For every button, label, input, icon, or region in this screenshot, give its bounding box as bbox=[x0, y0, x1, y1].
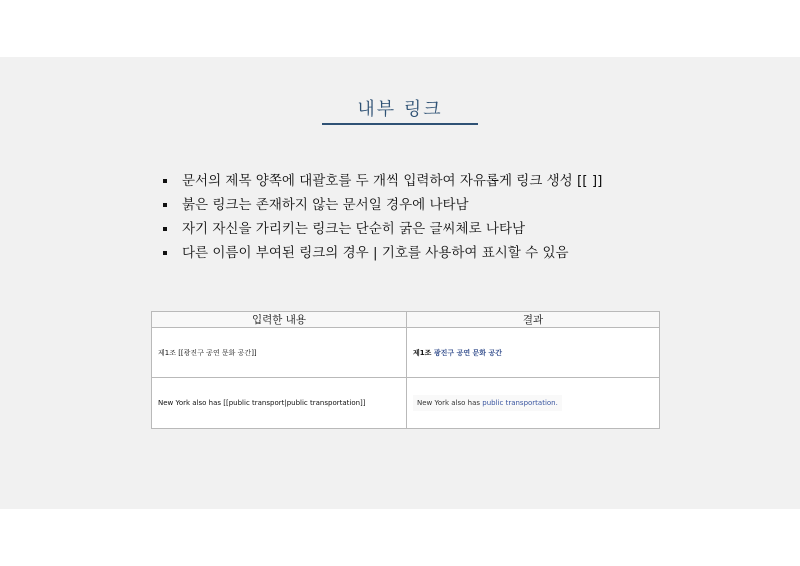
input-cell: New York also has [[public transport|public transportation]] bbox=[152, 378, 407, 429]
bullet-text: 자기 자신을 가리키는 링크는 단순히 굵은 글씨체로 나타남 bbox=[182, 221, 526, 237]
result-plain-text: New York also has bbox=[417, 399, 483, 407]
bullet-text: 문서의 제목 양쪽에 대괄호를 두 개씩 입력하여 자유롭게 링크 생성 [[ ]] bbox=[182, 173, 603, 189]
result-plain-text: 제1조 bbox=[413, 348, 434, 357]
square-bullet-icon bbox=[163, 227, 167, 231]
result-cell bbox=[407, 328, 660, 378]
bullet-item bbox=[162, 217, 602, 241]
square-bullet-icon bbox=[163, 203, 167, 207]
bullet-item bbox=[162, 193, 602, 217]
table-header-row bbox=[152, 312, 660, 328]
title-underline bbox=[322, 123, 478, 125]
bullet-item bbox=[162, 169, 602, 193]
slide-title: 내부 링크 bbox=[357, 99, 443, 120]
header-result: 결과 bbox=[407, 312, 660, 328]
slide bbox=[0, 57, 800, 509]
result-link[interactable]: 광진구 공연 문화 공간 bbox=[433, 348, 503, 357]
square-bullet-icon bbox=[163, 251, 167, 255]
bullet-item bbox=[162, 241, 602, 265]
bullet-list bbox=[162, 169, 602, 265]
bullet-text: 다른 이름이 부여된 링크의 경우 | 기호를 사용하여 표시할 수 있음 bbox=[182, 245, 569, 261]
header-input: 입력한 내용 bbox=[152, 312, 407, 328]
table-row bbox=[152, 378, 660, 429]
result-link[interactable]: public transportation. bbox=[482, 399, 558, 407]
table-row bbox=[152, 328, 660, 378]
result-cell bbox=[407, 378, 660, 429]
result-box bbox=[413, 395, 562, 411]
input-cell: 제1조 [[광진구 공연 문화 공간]] bbox=[152, 328, 407, 378]
syntax-example-table bbox=[151, 311, 660, 429]
square-bullet-icon bbox=[163, 179, 167, 183]
bullet-text: 붉은 링크는 존재하지 않는 문서일 경우에 나타남 bbox=[182, 197, 469, 213]
